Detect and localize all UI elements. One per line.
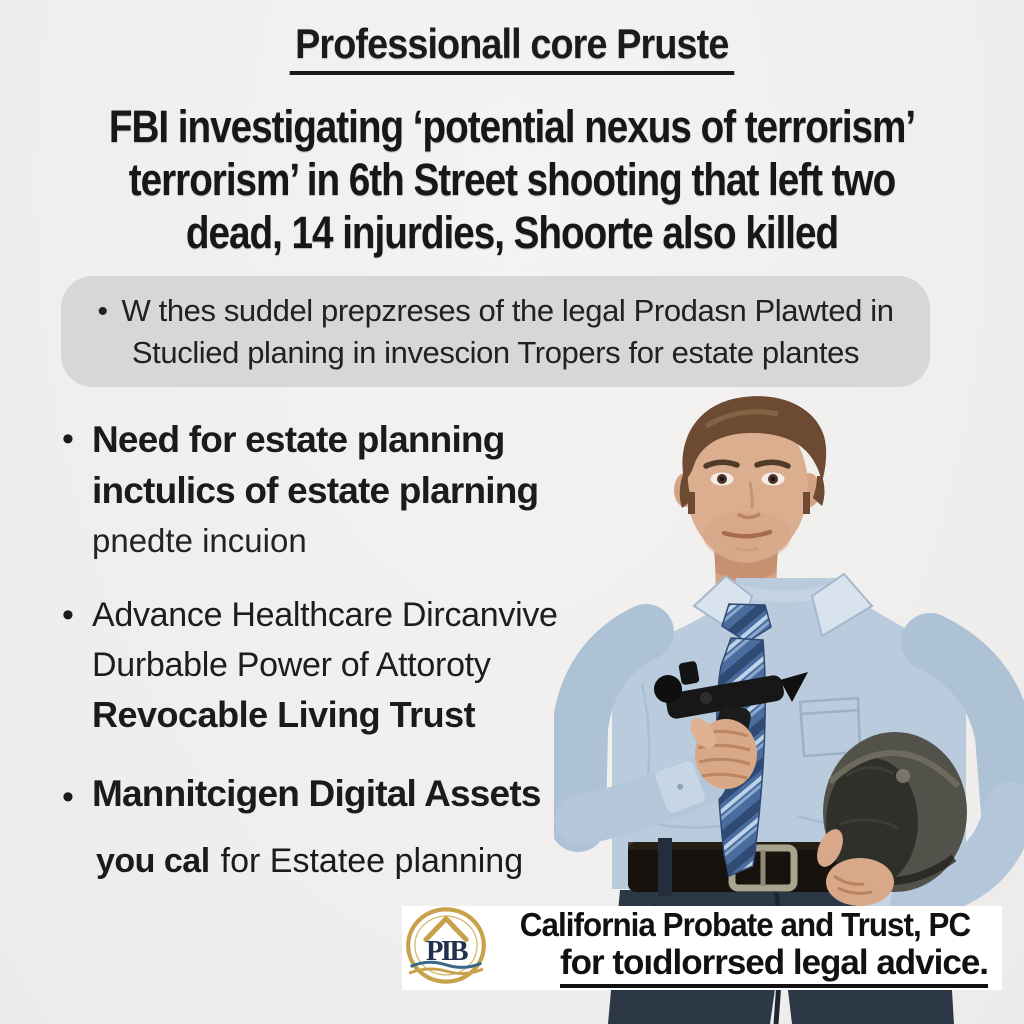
footer-bar xyxy=(402,906,1002,990)
headline-line-2: terrorism’ in 6th Street shooting that left two xyxy=(128,154,896,205)
bullet-item-healthcare-directive xyxy=(62,590,558,740)
bullet-item-estate-planning xyxy=(62,414,538,566)
bullet2-line-2: Durbable Power of Attoroty xyxy=(92,646,491,684)
bullet1-line-3: pnedte incuion xyxy=(92,522,307,559)
bullet-item-digital-assets xyxy=(62,772,541,823)
call-line-rest: for Estatee planning xyxy=(220,842,524,880)
pib-logo-icon xyxy=(404,906,488,990)
call-line xyxy=(96,840,523,882)
man-head xyxy=(674,396,826,562)
footer-tagline: for toıdlorrsed legal advice. xyxy=(560,943,988,988)
headline-line-3: dead, 14 injurdies, Shoorte also killed xyxy=(185,207,839,258)
bullet1-line-2: inctulics of estate plarning xyxy=(92,470,539,511)
highlight-box-line-2: Stuclied planing in invescion Tropers for estate plantes xyxy=(131,335,860,370)
page-title: Professionall core Pruste xyxy=(290,20,734,75)
highlight-box xyxy=(61,276,930,387)
highlight-box-line-1: W thes suddel prepzreses of the legal Prodasn Plawted in xyxy=(121,293,894,328)
bullet3-line-1: Mannitcigen Digital Assets xyxy=(92,773,541,814)
bullet-dot-icon: • xyxy=(62,778,74,816)
bullet-dot-icon: • xyxy=(97,295,108,328)
bullet2-line-1: Advance Healthcare Dircanvive xyxy=(92,596,558,634)
headline-line-1: FBI investigating ‘potential nexus of terrorism’ xyxy=(108,101,916,152)
bullet2-line-3: Revocable Living Trust xyxy=(92,694,476,735)
bullet1-line-1: Need for estate planning xyxy=(92,419,505,460)
page-title-wrap xyxy=(0,20,1024,75)
bullet-dot-icon: • xyxy=(62,420,74,458)
headline xyxy=(0,100,1024,259)
footer-firm-name: California Probate and Trust, PC xyxy=(519,905,971,943)
logo-monogram: PIB xyxy=(425,935,467,967)
bullet-dot-icon: • xyxy=(62,596,74,634)
call-line-bold: you cal xyxy=(96,842,210,880)
